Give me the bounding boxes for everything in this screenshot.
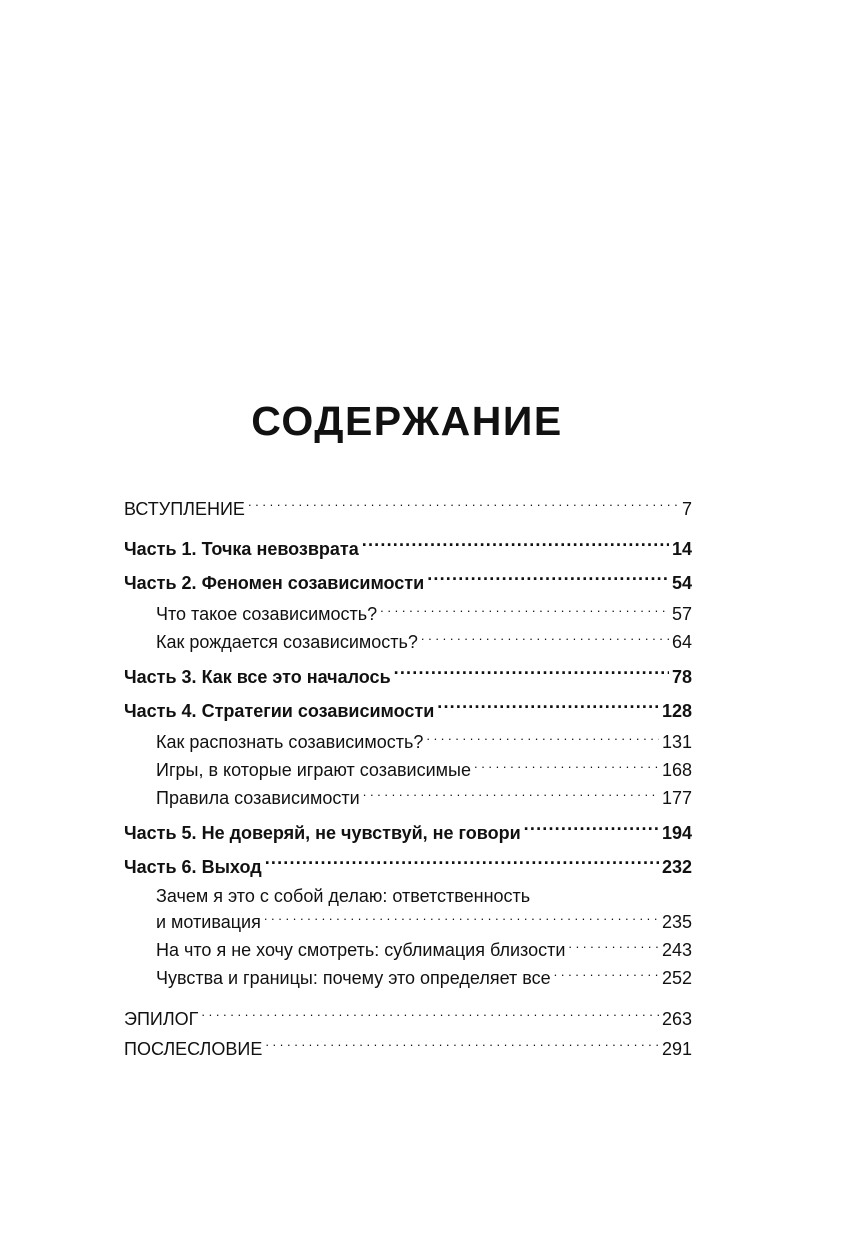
toc-entry-label: Зачем я это с собой делаю: ответственность [156, 886, 531, 906]
toc-entry-page: 243 [661, 940, 692, 960]
toc-entry-label: Часть 3. Как все это началось [124, 667, 391, 687]
toc-entry-page: 232 [661, 857, 692, 877]
dot-leader [248, 497, 679, 515]
toc-entry-page: 263 [661, 1009, 692, 1029]
dot-leader [474, 758, 659, 776]
toc-entry-chapter[interactable] [124, 728, 692, 756]
toc-entry-label: ПОСЛЕСЛОВИЕ [124, 1039, 263, 1059]
toc-entry-page: 235 [661, 912, 692, 932]
toc-entry-part-5[interactable] [124, 816, 692, 850]
toc-entry-label: На что я не хочу смотреть: сублимация близости [156, 940, 566, 960]
dot-leader [427, 571, 669, 589]
toc-entry-page: 194 [661, 823, 692, 843]
toc-entry-label-continued: и мотивация [156, 912, 261, 932]
toc-entry-part-6[interactable] [124, 850, 692, 884]
toc-entry-label: Правила созависимости [156, 788, 360, 808]
toc-entry-intro[interactable] [124, 494, 692, 524]
toc-entry-label: ВСТУПЛЕНИЕ [124, 499, 245, 519]
toc-entry-label: Часть 1. Точка невозврата [124, 539, 359, 559]
toc-entry-chapter[interactable] [124, 628, 692, 656]
toc-entry-page: 14 [671, 539, 692, 559]
toc-entry-page: 64 [671, 632, 692, 652]
dot-leader [426, 730, 659, 748]
dot-leader [265, 855, 659, 873]
toc-entry-chapter[interactable] [124, 936, 692, 964]
toc-entry-page: 54 [671, 573, 692, 593]
dot-leader [554, 966, 659, 984]
toc-entry-label: ЭПИЛОГ [124, 1009, 199, 1029]
toc-entry-chapter[interactable] [124, 756, 692, 784]
dot-leader [264, 910, 659, 928]
toc-entry-epilogue[interactable] [124, 1004, 692, 1034]
toc-entry-label: Чувства и границы: почему это определяет все [156, 968, 551, 988]
toc-entry-part-4[interactable] [124, 694, 692, 728]
toc-entry-part-1[interactable] [124, 532, 692, 566]
dot-leader [363, 786, 659, 804]
toc-entry-label: Часть 6. Выход [124, 857, 262, 877]
toc-entry-chapter[interactable] [124, 964, 692, 992]
toc-entry-page: 128 [661, 701, 692, 721]
toc-entry-label: Часть 4. Стратегии созависимости [124, 701, 435, 721]
toc-entry-page: 7 [681, 499, 692, 519]
dot-leader [201, 1007, 659, 1025]
toc-entry-chapter[interactable] [124, 784, 692, 812]
toc-entry-page: 291 [661, 1039, 692, 1059]
table-of-contents [124, 494, 692, 1064]
toc-entry-chapter-line-1[interactable] [124, 884, 692, 908]
toc-entry-page: 131 [661, 732, 692, 752]
dot-leader [265, 1037, 659, 1055]
toc-entry-page: 177 [661, 788, 692, 808]
dot-leader [394, 665, 669, 683]
toc-entry-label: Часть 5. Не доверяй, не чувствуй, не говори [124, 823, 521, 843]
toc-entry-label: Часть 2. Феномен созависимости [124, 573, 425, 593]
dot-leader [362, 537, 669, 555]
dot-leader [568, 938, 659, 956]
toc-entry-part-3[interactable] [124, 660, 692, 694]
toc-entry-page: 252 [661, 968, 692, 988]
toc-entry-label: Как распознать созависимость? [156, 732, 424, 752]
dot-leader [524, 821, 659, 839]
dot-leader [421, 630, 669, 648]
dot-leader [380, 602, 669, 620]
toc-entry-label: Игры, в которые играют созависимые [156, 760, 471, 780]
toc-entry-page: 168 [661, 760, 692, 780]
toc-entry-label: Что такое созависимость? [156, 604, 378, 624]
dot-leader [437, 699, 659, 717]
page-title: СОДЕРЖАНИЕ [251, 398, 563, 444]
toc-entry-label: Как рождается созависимость? [156, 632, 418, 652]
toc-entry-chapter[interactable] [124, 600, 692, 628]
toc-entry-page: 78 [671, 667, 692, 687]
toc-entry-afterword[interactable] [124, 1034, 692, 1064]
toc-entry-part-2[interactable] [124, 566, 692, 600]
toc-entry-page: 57 [671, 604, 692, 624]
toc-entry-chapter-line-2[interactable] [124, 908, 692, 936]
